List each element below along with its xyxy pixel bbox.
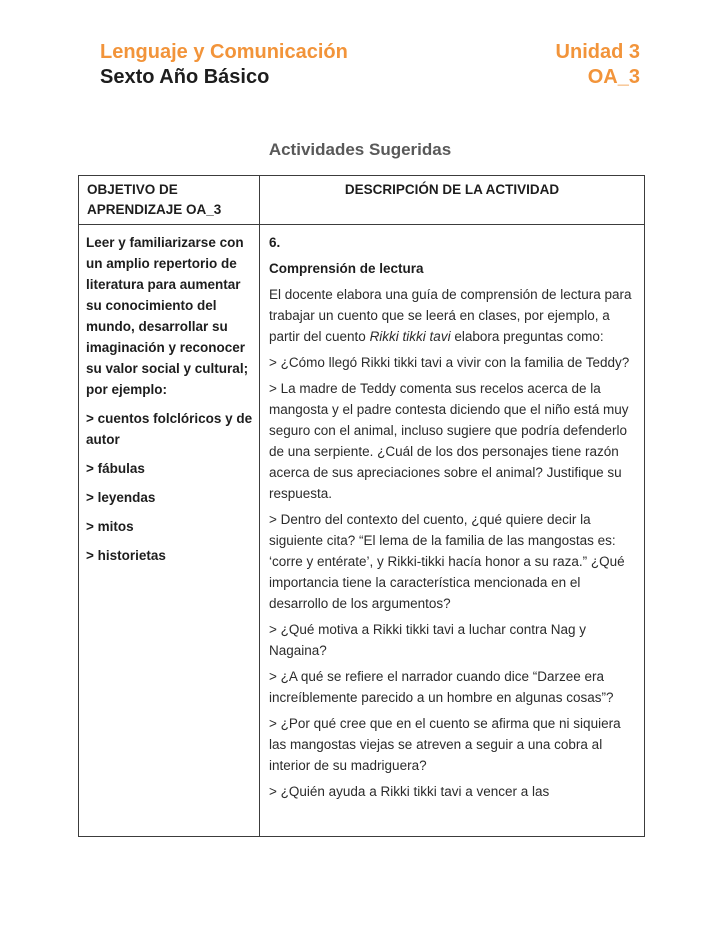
activity-question: > ¿A qué se refiere el narrador cuando dice “Darzee era increíblemente parecido a un hombre en algunas cosas”? xyxy=(269,669,614,705)
oa-label: OA_3 xyxy=(587,66,640,88)
objective-intro: Leer y familiarizarse con un amplio repertorio de literatura para aumentar su conocimiento del mundo, desarrollar su imaginación y reconocer su valor social y cultural; por ejemplo: xyxy=(86,235,249,397)
activity-question: > ¿Quién ayuda a Rikki tikki tavi a vencer a las xyxy=(269,784,550,799)
header-left-block xyxy=(100,40,348,90)
activities-table xyxy=(78,175,645,837)
activity-intro: El docente elabora una guía de comprensión de lectura para trabajar un cuento que se leerá en clases, por ejemplo, a partir del cuento Rikki tikki tavi elabora preguntas como: xyxy=(269,287,632,344)
objective-cell xyxy=(79,225,260,837)
grade-level: Sexto Año Básico xyxy=(100,66,270,88)
objective-item: > cuentos folclóricos y de autor xyxy=(86,411,253,447)
activity-subtitle: Comprensión de lectura xyxy=(269,261,424,276)
activity-question: > ¿Qué motiva a Rikki tikki tavi a luchar contra Nag y Nagaina? xyxy=(269,622,586,658)
activity-question: > La madre de Teddy comenta sus recelos acerca de la mangosta y el padre contesta diciendo que el niño está muy seguro con el animal, incluso sugiere que podría defenderlo de una serpiente. ¿Cuál de los dos personajes tiene razón acerca de sus apreciaciones sobre el animal? Justifique su respuesta. xyxy=(269,381,629,501)
objective-item: > historietas xyxy=(86,548,166,563)
table-header-row xyxy=(79,176,645,225)
activity-question: > ¿Por qué cree que en el cuento se afirma que ni siquiera las mangostas viejas se atreven a seguir a una cobra al interior de su madriguera? xyxy=(269,716,621,773)
description-column-header: DESCRIPCIÓN DE LA ACTIVIDAD xyxy=(260,176,645,225)
story-title-italic: Rikki tikki tavi xyxy=(369,329,451,344)
activity-question: > ¿Cómo llegó Rikki tikki tavi a vivir con la familia de Teddy? xyxy=(269,355,630,370)
table-body-row xyxy=(79,225,645,837)
objective-item: > leyendas xyxy=(86,490,156,505)
unit-label: Unidad 3 xyxy=(555,41,640,63)
activity-question: > Dentro del contexto del cuento, ¿qué quiere decir la siguiente cita? “El lema de la familia de las mangostas es: ‘corre y entérate’, y Rikki-tikki hacía honor a su raza.” ¿Qué importancia tiene la característica mencionada en el desarrollo de los argumentos? xyxy=(269,512,625,611)
subject-title: Lenguaje y Comunicación xyxy=(100,41,348,63)
document-header xyxy=(100,40,640,90)
page-title: Actividades Sugeridas xyxy=(268,140,452,159)
activity-cell xyxy=(260,225,645,837)
header-right-block xyxy=(556,40,640,90)
activity-content xyxy=(269,232,636,829)
objective-item: > fábulas xyxy=(86,461,145,476)
objective-item: > mitos xyxy=(86,519,134,534)
objective-column-header: OBJETIVO DE APRENDIZAJE OA_3 xyxy=(79,176,260,225)
activity-number: 6. xyxy=(269,235,281,250)
